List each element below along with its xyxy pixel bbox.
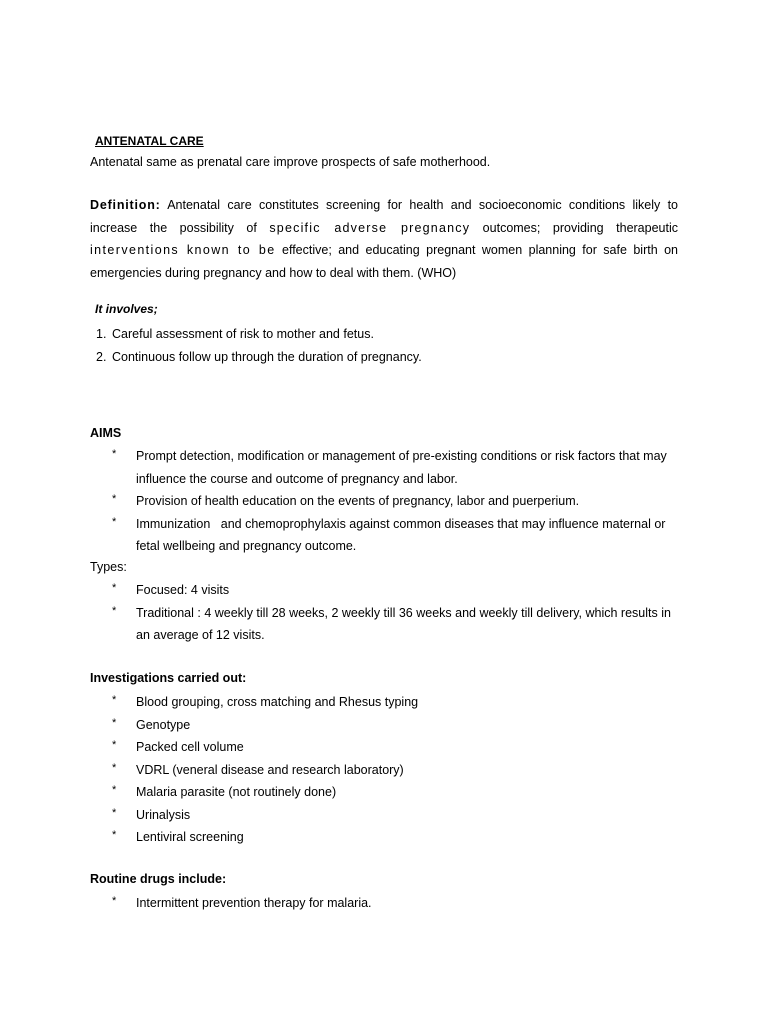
definition-label: Definition: [90, 198, 161, 212]
bullet-icon: * [112, 784, 117, 796]
intro-text: Antenatal same as prenatal care improve prospects of safe motherhood. [90, 155, 491, 169]
list-item: 2. Continuous follow up through the duration of pregnancy. [96, 349, 422, 364]
list-item: 1. Careful assessment of risk to mother and fetus. [96, 327, 374, 341]
definition-text-1: Antenatal care constitutes screening for health and socioeconomic conditions likely to increase the possibility of [90, 198, 678, 235]
bullet-icon: * [112, 493, 117, 505]
list-item: * VDRL (veneral disease and research laboratory) [112, 759, 682, 782]
list-item: * Blood grouping, cross matching and Rhesus typing [112, 691, 682, 714]
bullet-icon: * [112, 895, 117, 907]
bullet-icon: * [112, 739, 117, 751]
bullet-icon: * [112, 582, 117, 594]
bullet-icon: * [112, 448, 117, 460]
investigations-list [112, 691, 682, 849]
list-item: * Malaria parasite (not routinely done) [112, 781, 682, 804]
definition-text-5: effective; and educating pregnant women planning for safe birth on emergencies during pregnancy and how to deal with them. (WHO) [90, 243, 678, 280]
bullet-icon: * [112, 806, 117, 819]
bullet-icon: * [112, 716, 117, 729]
definition-text-3: outcomes; providing therapeutic [470, 220, 678, 235]
aims-heading: AIMS [90, 426, 122, 440]
bullet-icon: * [112, 604, 117, 617]
list-item: * Lentiviral screening [112, 826, 682, 849]
list-item: * Prompt detection, modification or management of pre-existing conditions or risk factors that may influence the course and outcome of pregnancy and labor. [112, 445, 682, 490]
definition-text-2: specific adverse pregnancy [269, 220, 471, 235]
bullet-icon: * [112, 515, 117, 528]
investigations-heading: Investigations carried out: [90, 671, 247, 685]
involves-list [96, 323, 422, 368]
list-item: * Focused: 4 visits [112, 579, 682, 602]
list-item: * Provision of health education on the events of pregnancy, labor and puerperium. [112, 490, 682, 513]
drugs-heading: Routine drugs include: [90, 872, 227, 886]
list-item: * Genotype [112, 714, 682, 737]
types-heading: Types: [90, 560, 127, 574]
list-item: * Immunization and chemoprophylaxis against common diseases that may influence maternal or fetal wellbeing and pregnancy outcome. [112, 513, 682, 558]
definition-text-4: interventions known to be [90, 243, 276, 257]
aims-list [112, 445, 682, 558]
types-list [112, 579, 682, 647]
bullet-icon: * [112, 829, 117, 841]
drugs-list [112, 892, 682, 915]
page-title: ANTENATAL CARE [95, 134, 204, 148]
bullet-icon: * [112, 694, 117, 706]
list-item: * Traditional : 4 weekly till 28 weeks, 2 weekly till 36 weeks and weekly till delivery, which results in an average of 12 visits. [112, 602, 682, 647]
list-item: * Intermittent prevention therapy for malaria. [112, 892, 682, 915]
list-item: * Packed cell volume [112, 736, 682, 759]
involves-heading: It involves; [95, 302, 158, 316]
definition-paragraph [90, 194, 678, 284]
bullet-icon: * [112, 761, 117, 774]
list-item: * Urinalysis [112, 804, 682, 827]
